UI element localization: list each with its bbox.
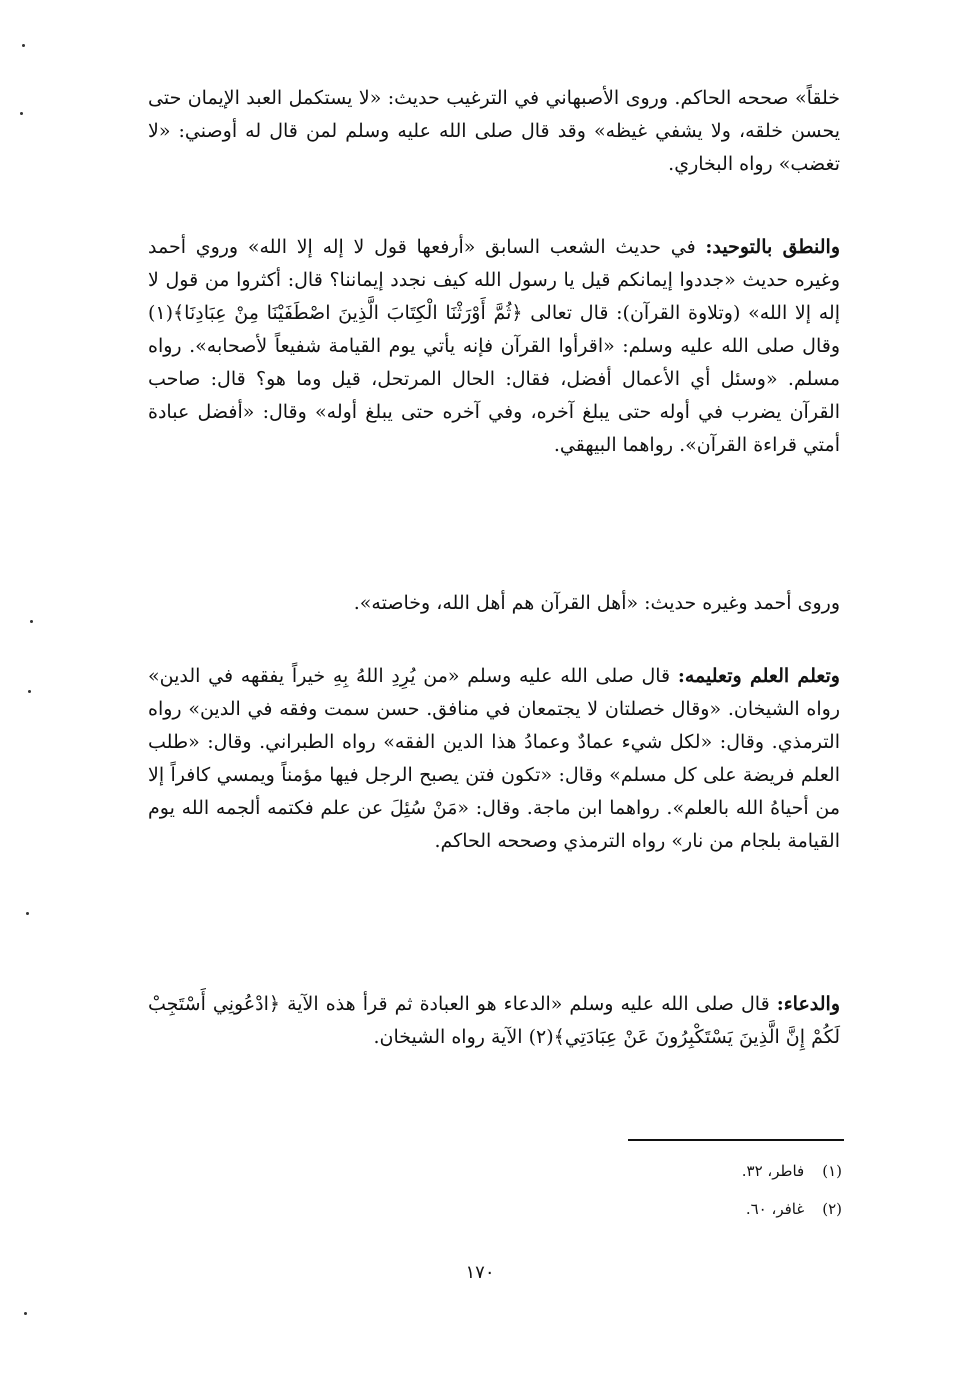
page-number: ١٧٠ (465, 1262, 495, 1283)
paragraph-text: قال صلى الله عليه وسلم «الدعاء هو العبادة ثم قرأ هذه الآية ﴿ادْعُونِي أَسْتَجِبْ لَكُمْ إِنَّ الَّذِينَ يَسْتَكْبِرُونَ عَنْ عِبَادَتِي﴾(٢) الآية رواه الشيخان. (148, 993, 840, 1048)
paragraph-text: خلقاً» صححه الحاكم. وروى الأصبهاني في الترغيب حديث: «لا يستكمل العبد الإيمان حتى يحسن خلقه، ولا يشفي غيظه» وقد قال صلى الله عليه وسلم لمن قال له أوصني: «لا تغضب» رواه البخاري. (148, 87, 840, 175)
paragraph-heading: والنطق بالتوحيد: (705, 236, 840, 258)
footnote-number: (٢) (822, 1200, 842, 1218)
paragraph-text: وروى أحمد وغيره حديث: «أهل القرآن هم أهل الله، وخاصته». (353, 592, 840, 614)
scan-speck (22, 44, 25, 47)
scan-speck (28, 690, 31, 693)
paragraph-heading: والدعاء: (776, 993, 840, 1015)
footnote-text: غافر، ٦٠. (745, 1200, 805, 1218)
scan-speck (24, 1312, 27, 1315)
paragraph-good-character (148, 82, 840, 181)
paragraph-knowledge (148, 660, 840, 858)
paragraph-text: في حديث الشعب السابق «أرفعها قول لا إله إلا الله» وروي أحمد وغيره حديث «جددوا إيمانكم قيل يا رسول الله كيف نجدد إيماننا؟ قال: أكثروا من قول لا إله إلا الله» (وتلاوة القرآن): قال تعالى ﴿ثُمَّ أَوْرَثْنَا الْكِتَابَ الَّذِينَ اصْطَفَيْنَا مِنْ عِبَادِنَا﴾(١) وقال صلى الله عليه وسلم: «اقرأوا القرآن فإنه يأتي يوم القيامة شفيعاً لأصحابه». رواه مسلم. «وسئل أي الأعمال أفضل، فقال: الحال المرتحل، قيل وما هو؟ قال: صاحب القرآن يضرب في أوله حتى يبلغ آخره، وفي آخره حتى يبلغ أوله» وقال: «أفضل عبادة أمتي قراءة القرآن». رواهما البيهقي. (148, 236, 840, 456)
footnote (560, 1198, 842, 1220)
paragraph-text: قال صلى الله عليه وسلم «من يُرِدِ اللهُ بِهِ خيراً يفقهه في الدين» رواه الشيخان. «وقال خصلتان لا يجتمعان في منافق. حسن سمت وفقه في الدين» رواه الترمذي. وقال: «لكل شيء عمادٌ وعمادُ هذا الدين الفقه» رواه الطبراني. وقال: «طلب العلم فريضة على كل مسلم» وقال: «تكون فتن يصبح الرجل فيها مؤمناً ويمسي كافراً إلا من أحياهُ الله بالعلم». رواهما ابن ماجة. وقال: «مَنْ سُئِلَ عن علم فكتمه ألجمه الله يوم القيامة بلجام من نار» رواه الترمذي وصححه الحاكم. (148, 665, 840, 852)
footnote (560, 1160, 842, 1182)
paragraph-heading: وتعلم العلم وتعليمه: (677, 665, 840, 687)
paragraph-supplication (148, 988, 840, 1054)
footnote-text: فاطر، ٣٢. (741, 1162, 805, 1180)
footnote-divider (628, 1139, 844, 1141)
scan-speck (26, 912, 29, 915)
paragraph-people-of-quran (148, 587, 840, 620)
footnote-number: (١) (822, 1162, 842, 1180)
scan-speck (20, 112, 23, 115)
scan-speck (30, 620, 33, 623)
paragraph-tawhid (148, 231, 840, 462)
